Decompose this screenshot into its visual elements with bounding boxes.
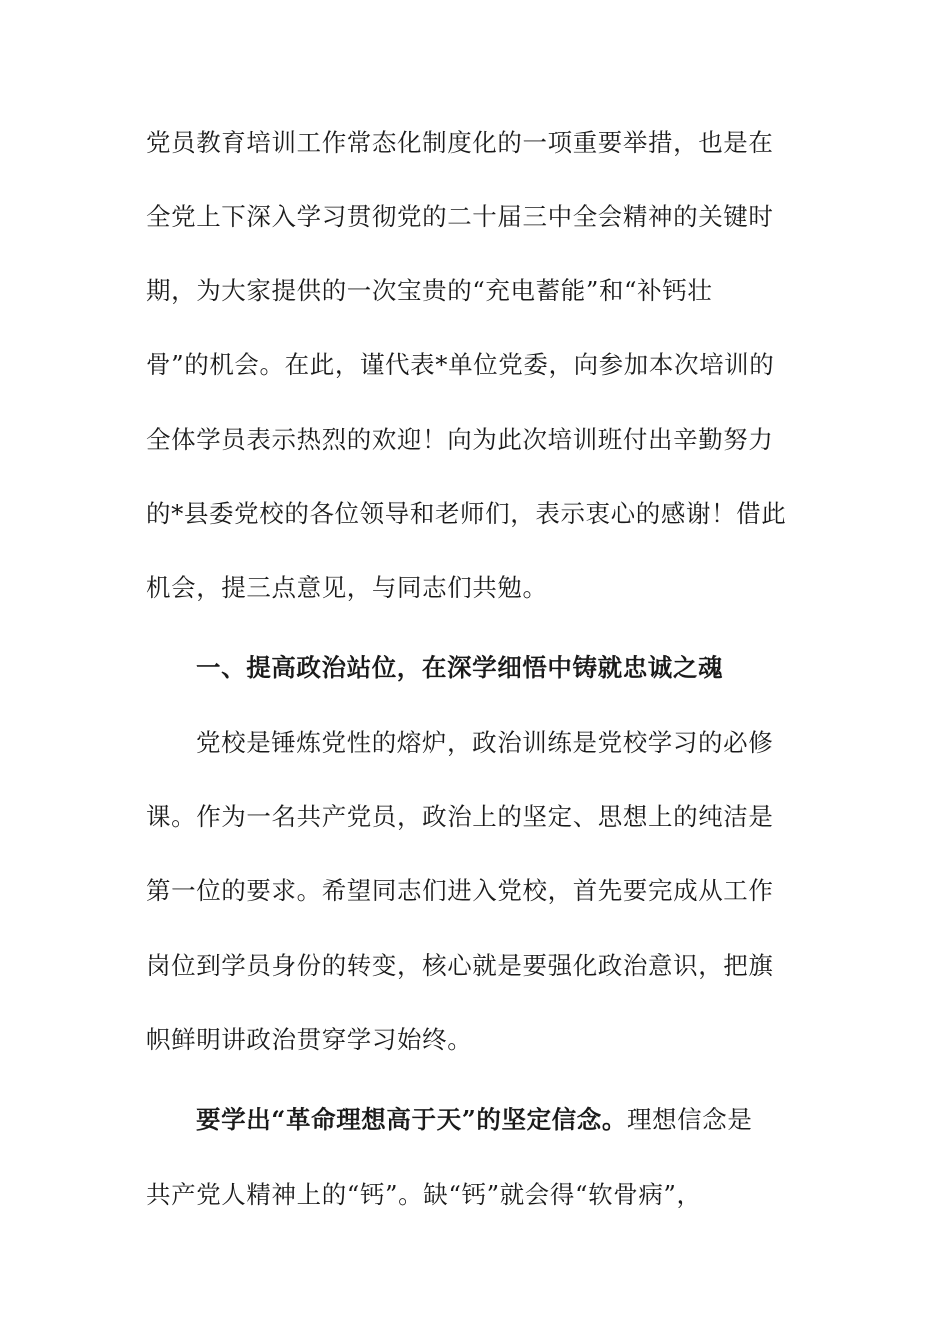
section-heading: 一、提高政治站位，在深学细悟中铸就忠诚之魂 <box>196 653 724 682</box>
point-lead-line <box>196 1105 752 1135</box>
paragraph-line: 课。作为一名共产党员，政治上的坚定、思想上的纯洁是 <box>146 802 774 831</box>
paragraph-line: 第一位的要求。希望同志们进入党校，首先要完成从工作 <box>146 876 774 905</box>
point-bold-lead: 要学出“革命理想高于天”的坚定信念。 <box>196 1105 627 1134</box>
point-lead-rest: 理想信念是 <box>626 1105 753 1134</box>
paragraph-line: 帜鲜明讲政治贯穿学习始终。 <box>146 1025 473 1054</box>
paragraph-line: 期，为大家提供的一次宝贵的“充电蓄能”和“补钙壮 <box>146 276 713 305</box>
paragraph-line: 全体学员表示热烈的欢迎！向为此次培训班付出辛勤努力 <box>146 425 774 454</box>
paragraph-line: 岗位到学员身份的转变，核心就是要强化政治意识，把旗 <box>146 951 774 980</box>
paragraph-line: 党员教育培训工作常态化制度化的一项重要举措，也是在 <box>146 128 774 157</box>
paragraph-line: 骨”的机会。在此，谨代表*单位党委，向参加本次培训的 <box>146 350 775 379</box>
paragraph-line: 共产党人精神上的“钙”。缺“钙”就会得“软骨病”， <box>146 1180 702 1209</box>
paragraph-line: 机会，提三点意见，与同志们共勉。 <box>146 573 548 602</box>
paragraph-line: 党校是锤炼党性的熔炉，政治训练是党校学习的必修 <box>196 728 774 757</box>
paragraph-line: 全党上下深入学习贯彻党的二十届三中全会精神的关键时 <box>146 202 774 231</box>
paragraph-line: 的*县委党校的各位领导和老师们，表示衷心的感谢！借此 <box>146 499 787 528</box>
